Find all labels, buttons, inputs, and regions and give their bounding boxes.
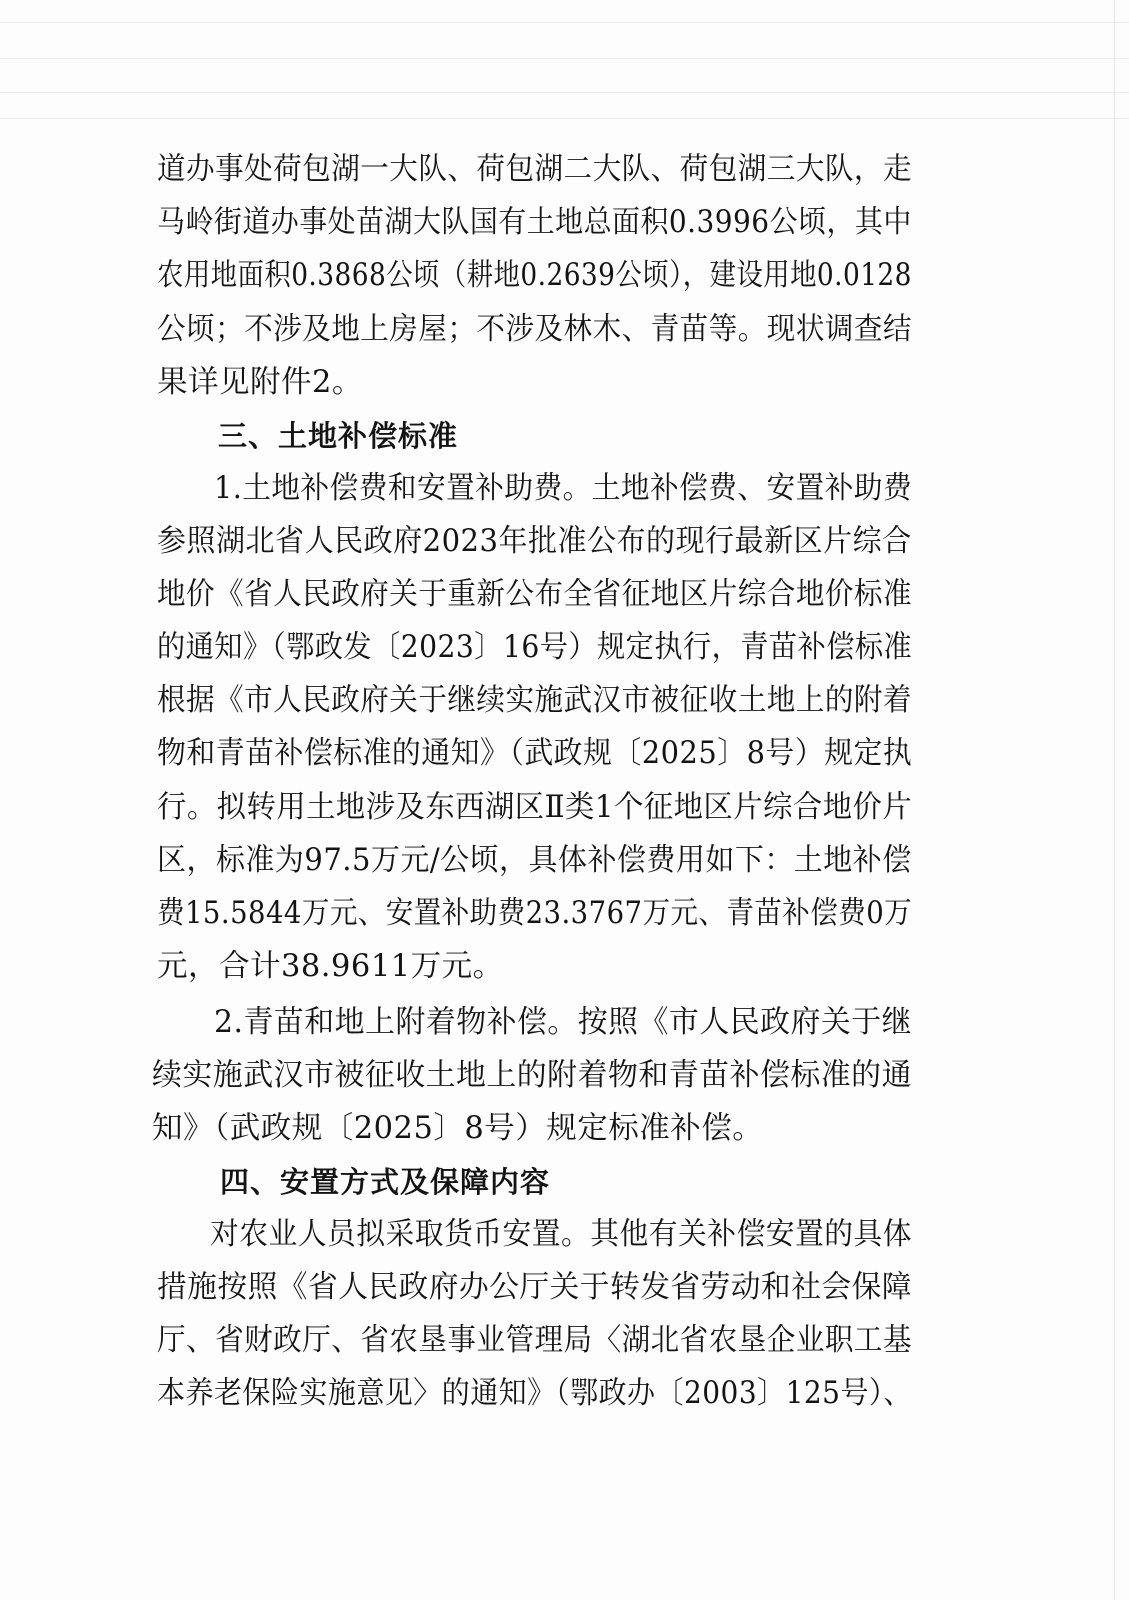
text-line: 根据《市人民政府关于继续实施武汉市被征收土地上的附着 [157, 683, 912, 718]
scan-artifact [0, 92, 1129, 93]
text-line: 的通知》（鄂政发〔2023〕16号）规定执行，青苗补偿标准 [157, 630, 913, 665]
text-line: 本养老保险实施意见〉的通知》（鄂政办〔2003〕125号）、 [157, 1376, 912, 1411]
text-line: 1.土地补偿费和安置补助费。土地补偿费、安置补助费 [214, 471, 913, 506]
section-heading: 四、安置方式及保障内容 [220, 1165, 551, 1199]
text-line: 参照湖北省人民政府2023年批准公布的现行最新区片综合 [157, 524, 912, 559]
text-line: 2.青苗和地上附着物补偿。按照《市人民政府关于继 [214, 1005, 913, 1040]
text-line: 措施按照《省人民政府办公厅关于转发省劳动和社会保障 [157, 1270, 913, 1305]
text-line: 马岭街道办事处苗湖大队国有土地总面积0.3996公顷，其中 [157, 205, 912, 240]
text-line: 对农业人员拟采取货币安置。其他有关补偿安置的具体 [210, 1217, 912, 1252]
scan-artifact [0, 118, 1129, 119]
text-line: 物和青苗补偿标准的通知》（武政规〔2025〕8号）规定执 [157, 736, 913, 771]
scan-artifact [0, 22, 1129, 23]
scan-artifact [0, 58, 1129, 59]
text-line: 行。拟转用土地涉及东西湖区Ⅱ类1个征地区片综合地价片 [157, 790, 913, 825]
text-line: 公顷；不涉及地上房屋；不涉及林木、青苗等。现状调查结 [157, 312, 912, 347]
text-line: 道办事处荷包湖一大队、荷包湖二大队、荷包湖三大队，走 [157, 152, 912, 187]
text-line: 续实施武汉市被征收土地上的附着物和青苗补偿标准的通 [152, 1058, 912, 1093]
scan-edge [1114, 0, 1115, 1600]
text-line: 知》（武政规〔2025〕8号）规定标准补偿。 [152, 1111, 764, 1146]
text-line: 元，合计38.9611万元。 [157, 949, 504, 984]
text-line: 果详见附件2。 [157, 365, 363, 400]
text-line: 费15.5844万元、安置补助费23.3767万元、青苗补偿费0万 [157, 896, 913, 931]
text-line: 厅、省财政厅、省农垦事业管理局〈湖北省农垦企业职工基 [157, 1323, 912, 1358]
section-heading: 三、土地补偿标准 [218, 419, 459, 453]
text-line: 区，标准为97.5万元/公顷，具体补偿费用如下：土地补偿 [157, 843, 912, 878]
text-line: 农用地面积0.3868公顷（耕地0.2639公顷），建设用地0.0128 [157, 258, 912, 293]
text-line: 地价《省人民政府关于重新公布全省征地区片综合地价标准 [157, 577, 912, 612]
